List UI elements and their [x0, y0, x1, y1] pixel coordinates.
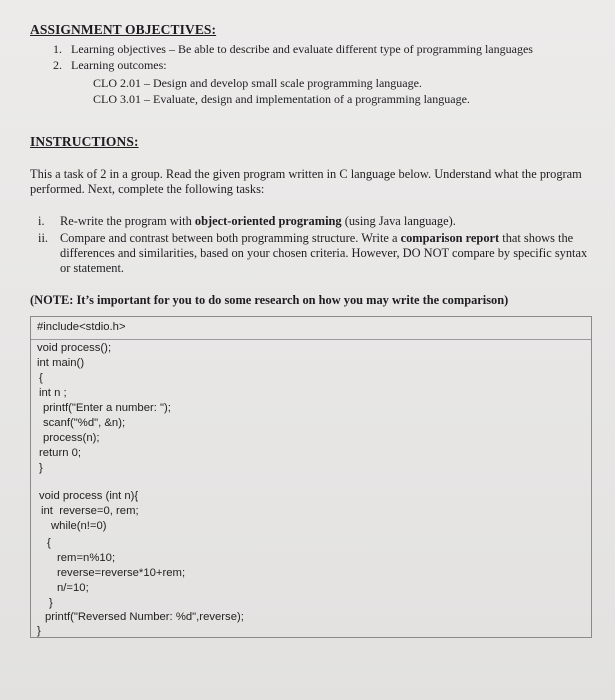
task-1-bold: object-oriented programing	[194, 214, 342, 228]
code-line: scanf("%d", &n);	[43, 417, 126, 429]
code-line: }	[37, 625, 41, 637]
objective-item-2: Learning outcomes:	[71, 58, 167, 72]
task-1-text-end: (using Java language).	[341, 214, 456, 228]
code-line: n/=10;	[57, 582, 89, 594]
code-line: void process (int n){	[39, 490, 139, 502]
research-note: (NOTE: It’s important for you to do some research on how you may write the comparison)	[30, 293, 509, 307]
code-listing	[30, 316, 592, 638]
code-line: void process();	[37, 342, 112, 354]
clo-2-01: CLO 2.01 – Design and develop small scale programming language.	[93, 76, 422, 90]
code-line: int n ;	[39, 387, 67, 399]
task-2	[38, 231, 594, 276]
code-line: #include<stdio.h>	[37, 321, 126, 333]
code-line: return 0;	[39, 447, 82, 459]
code-line: }	[49, 597, 53, 609]
code-line: printf("Enter a number: ");	[43, 402, 171, 414]
task-2-text-start: Compare and contrast between both programming structure. Write a	[60, 231, 401, 245]
code-line: printf("Reversed Number: %d",reverse);	[45, 611, 244, 623]
code-line: int main()	[37, 357, 85, 369]
objective-item-1-number: 1.	[53, 42, 62, 56]
code-line: {	[47, 537, 51, 549]
code-line: int reverse=0, rem;	[41, 505, 139, 517]
code-header-divider	[31, 339, 591, 340]
code-line: process(n);	[43, 432, 100, 444]
instructions-intro: This a task of 2 in a group. Read the given program written in C language below. Understand what the program performed. Next, complete the following tasks:	[30, 167, 582, 196]
task-2-text-end: that shows the differences and similarities, based on your chosen criteria. However, DO NOT compare by specific syntax or statement.	[60, 231, 588, 275]
code-line: reverse=reverse*10+rem;	[57, 567, 186, 579]
code-line: rem=n%10;	[57, 552, 116, 564]
task-1	[38, 214, 594, 229]
clo-3-01: CLO 3.01 – Evaluate, design and implementation of a programming language.	[93, 92, 470, 106]
task-2-bold: comparison report	[400, 231, 500, 245]
task-1-number: i.	[38, 214, 45, 228]
code-line: }	[39, 462, 43, 474]
objectives-heading: ASSIGNMENT OBJECTIVES:	[30, 22, 217, 37]
instructions-heading: INSTRUCTIONS:	[30, 134, 139, 149]
code-line: {	[39, 372, 43, 384]
code-line: while(n!=0)	[51, 520, 107, 532]
task-1-text-start: Re-write the program with	[60, 214, 195, 228]
objective-item-2-number: 2.	[53, 58, 62, 72]
task-2-number: ii.	[38, 231, 48, 245]
objective-item-1: Learning objectives – Be able to describe and evaluate different type of programming languages	[71, 42, 533, 56]
